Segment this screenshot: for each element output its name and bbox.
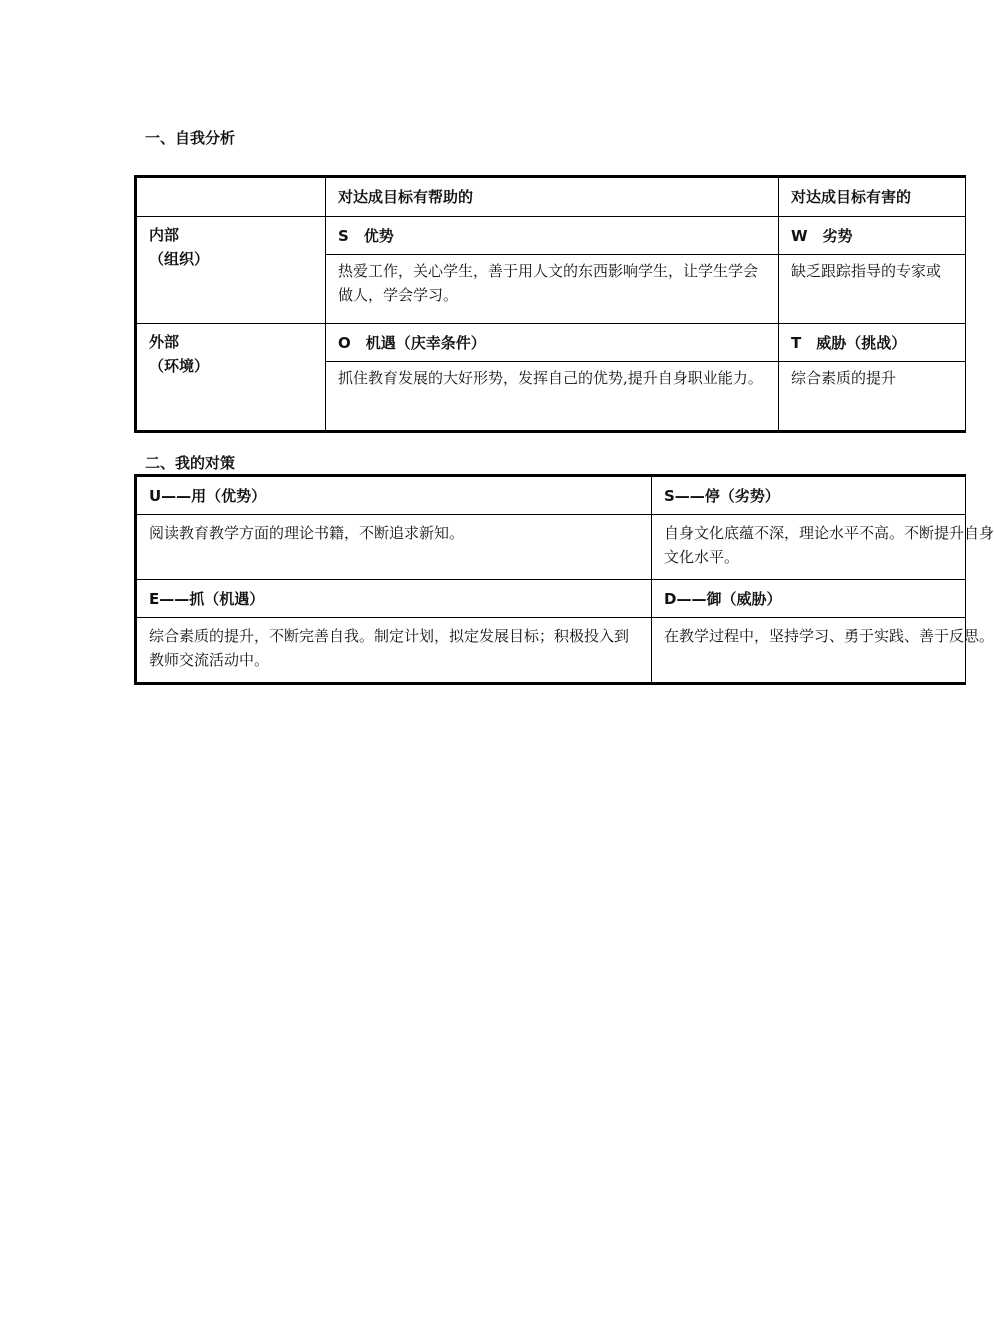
opportunity-title: O 机遇（庆幸条件）: [326, 324, 779, 362]
section-title-self-analysis: 一、自我分析: [145, 129, 236, 147]
strategy-table: [134, 474, 994, 685]
section-title-strategy: 二、我的对策: [145, 454, 236, 472]
strategy-row-2-text: [136, 618, 966, 684]
stop-weakness-text: [652, 515, 994, 580]
swot-internal-title-row: [136, 217, 966, 255]
use-strength-text: 阅读教育教学方面的理论书籍，不断追求新知。: [136, 515, 652, 580]
strategy-row-1-text: [136, 515, 966, 580]
defend-threat-title: D——御（威胁）: [652, 580, 966, 618]
opportunity-text: 抓住教育发展的大好形势，发挥自己的优势,提升自身职业能力。: [326, 362, 779, 432]
defend-threat-text: 在教学过程中，坚持学习、勇于实践、善于反思。: [652, 618, 966, 684]
strategy-row-1-title: [136, 476, 966, 515]
swot-header-row: [136, 177, 966, 217]
threat-text: 综合素质的提升: [779, 362, 966, 432]
swot-table: [134, 175, 966, 433]
internal-label-cell: [136, 217, 326, 324]
stop-weakness-text-body: 自身文化底蕴不深，理论水平不高。不断提升自身文化水平。: [664, 524, 994, 566]
internal-label: 内部: [149, 226, 180, 244]
swot-header-blank: [136, 177, 326, 217]
strength-title: S 优势: [326, 217, 779, 255]
swot-external-title-row: [136, 324, 966, 362]
external-label-env: （环境）: [149, 357, 210, 375]
external-label-cell: [136, 324, 326, 432]
stop-weakness-title: S——停（劣势）: [652, 476, 966, 515]
seize-opportunity-title: E——抓（机遇）: [136, 580, 652, 618]
weakness-text: 缺乏跟踪指导的专家或: [779, 255, 966, 324]
use-strength-title: U——用（优势）: [136, 476, 652, 515]
weakness-title: W 劣势: [779, 217, 966, 255]
seize-opportunity-text: 综合素质的提升，不断完善自我。制定计划，拟定发展目标；积极投入到教师交流活动中。: [136, 618, 652, 684]
threat-title: T 威胁（挑战）: [779, 324, 966, 362]
swot-header-helpful: 对达成目标有帮助的: [326, 177, 779, 217]
strength-text: 热爱工作，关心学生，善于用人文的东西影响学生，让学生学会做人，学会学习。: [326, 255, 779, 324]
internal-label-org: （组织）: [149, 250, 210, 268]
external-label: 外部: [149, 333, 180, 351]
swot-header-harmful: 对达成目标有害的: [779, 177, 966, 217]
strategy-row-2-title: [136, 580, 966, 618]
